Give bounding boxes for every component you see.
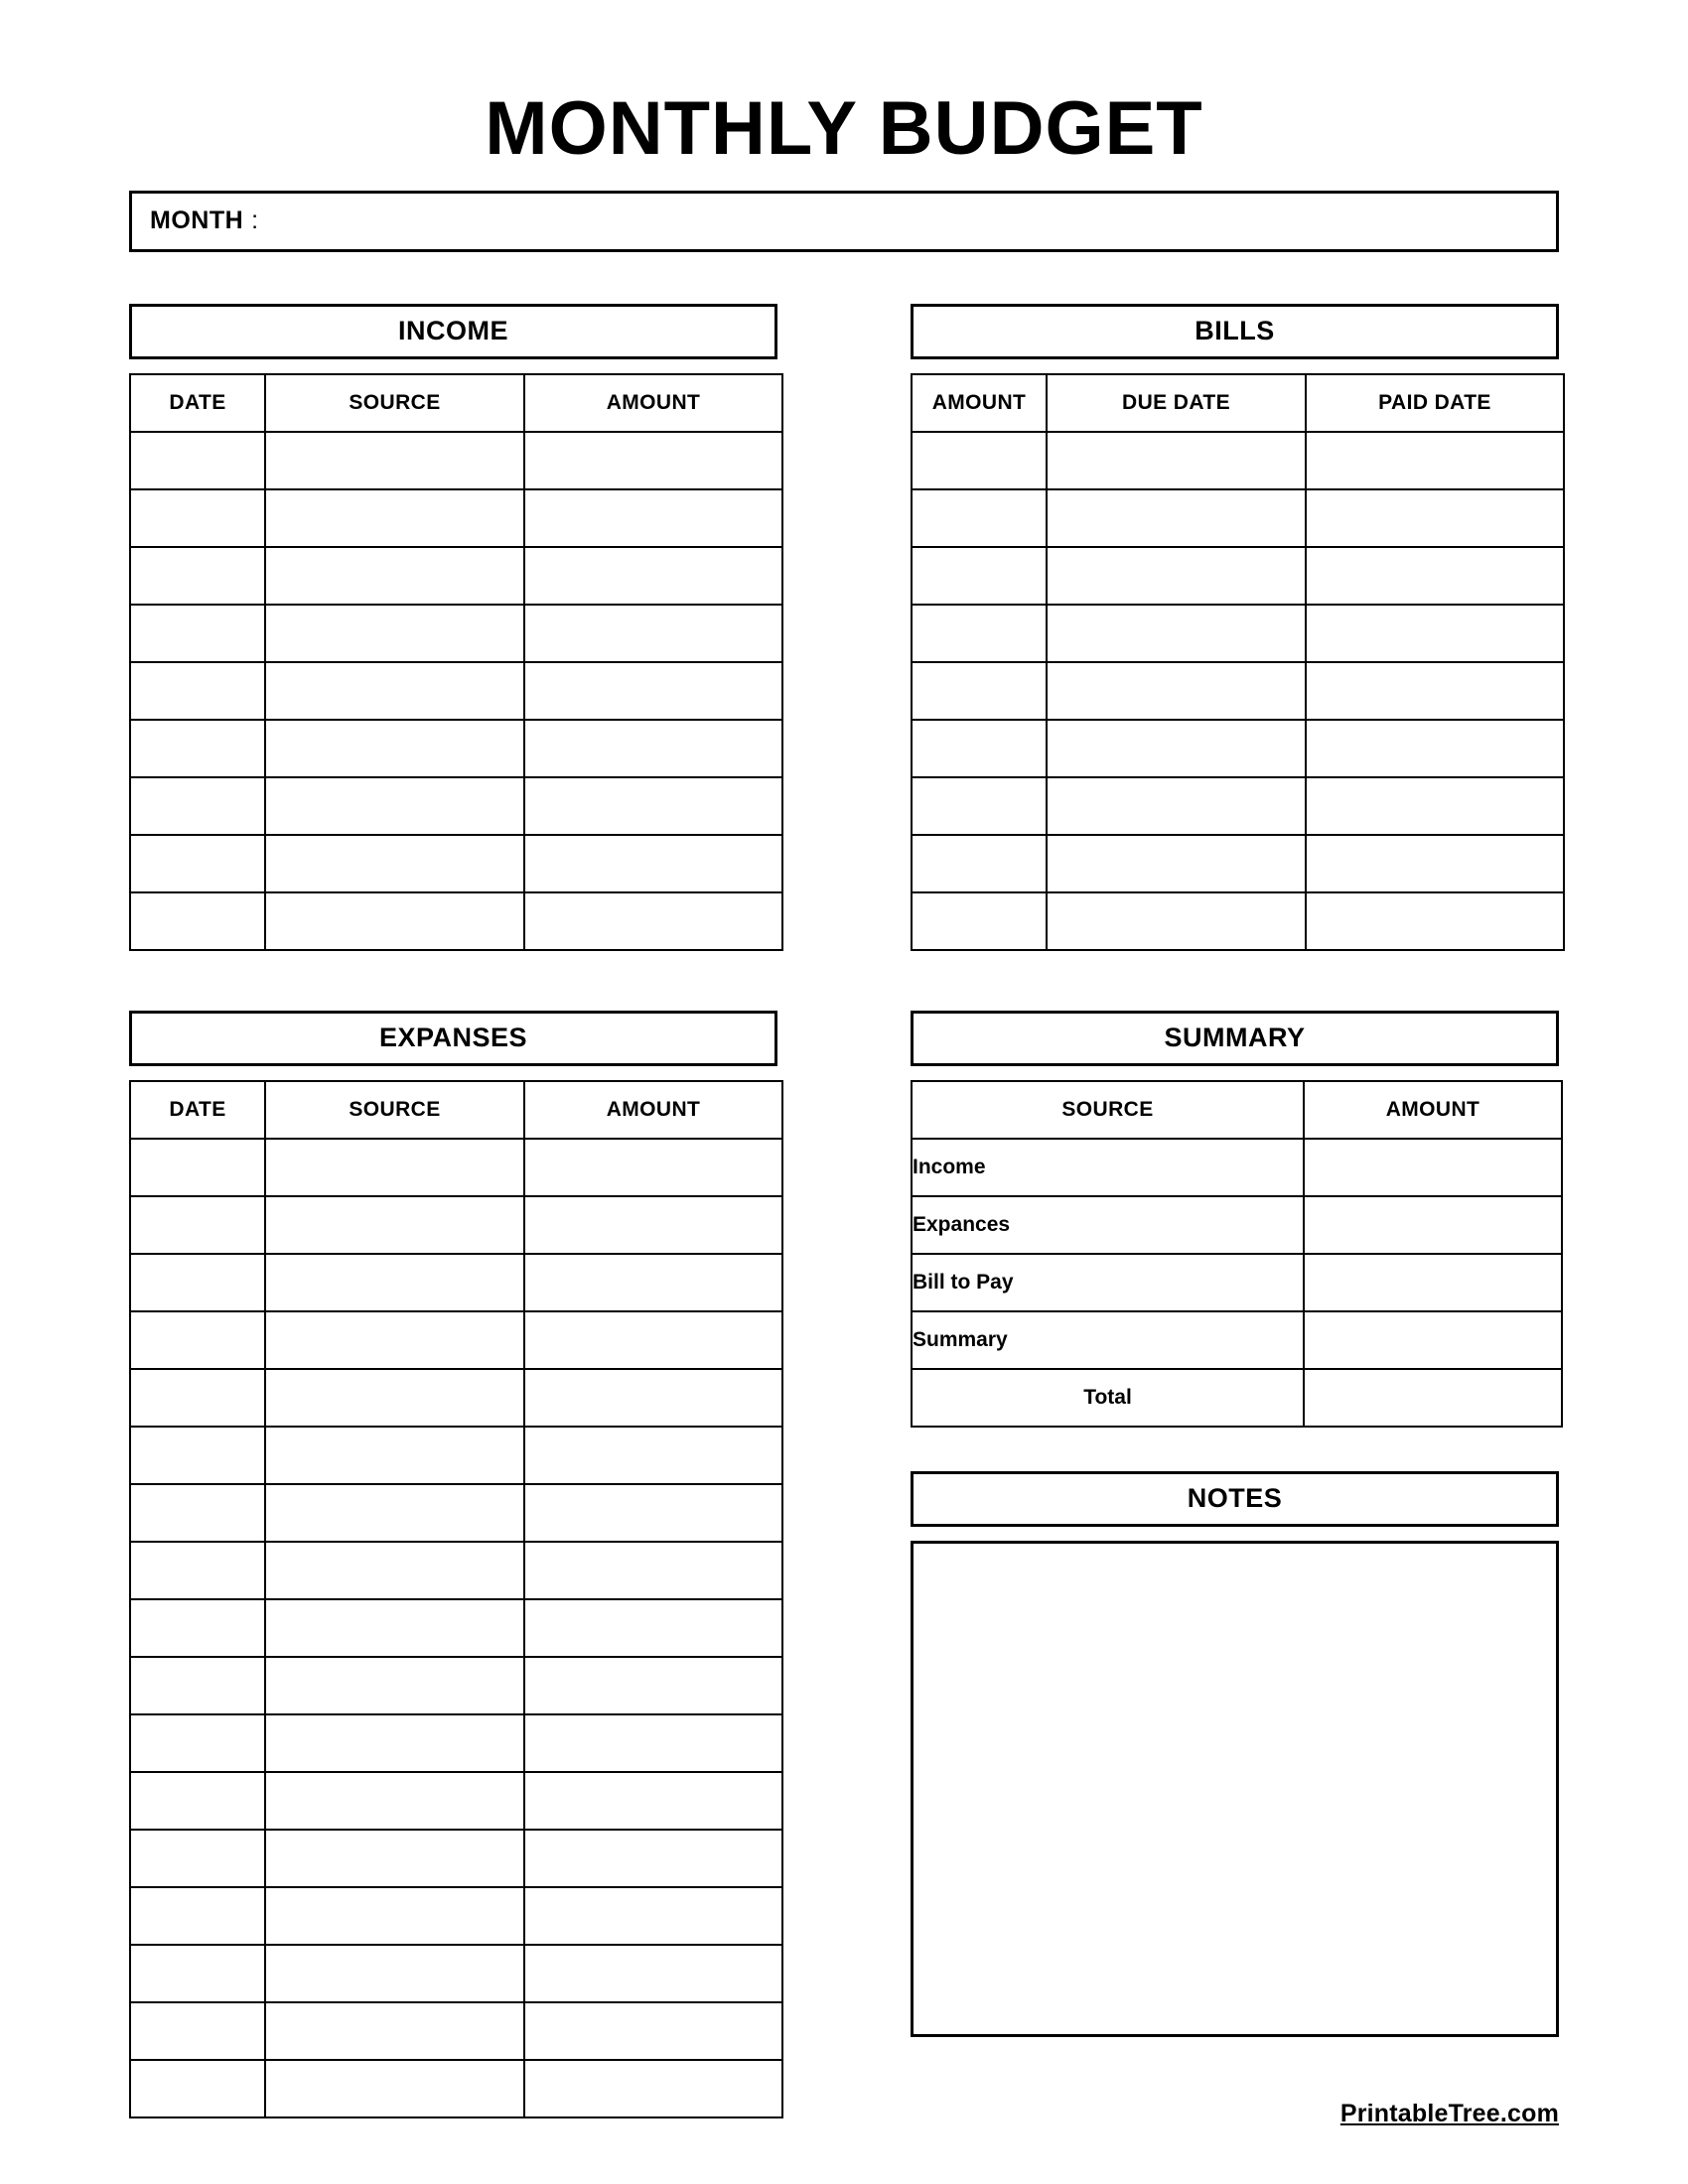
income-cell-source[interactable] bbox=[265, 720, 524, 777]
summary-amount-income[interactable] bbox=[1304, 1139, 1562, 1196]
expanses-cell-amount[interactable] bbox=[524, 1887, 782, 1945]
table-row[interactable] bbox=[130, 1599, 782, 1657]
bills-heading: BILLS bbox=[1195, 316, 1275, 346]
expanses-cell-amount[interactable] bbox=[524, 1196, 782, 1254]
income-cell-amount[interactable] bbox=[524, 547, 782, 605]
table-row[interactable] bbox=[130, 1772, 782, 1830]
summary-heading: SUMMARY bbox=[1164, 1023, 1306, 1053]
table-row[interactable] bbox=[130, 1887, 782, 1945]
income-col-source: SOURCE bbox=[265, 374, 524, 432]
table-row[interactable] bbox=[912, 720, 1564, 777]
bills-cell-paid-date[interactable] bbox=[1306, 892, 1564, 950]
summary-amount-total[interactable] bbox=[1304, 1369, 1562, 1427]
income-cell-source[interactable] bbox=[265, 892, 524, 950]
bills-cell-paid-date[interactable] bbox=[1306, 605, 1564, 662]
expanses-cell-date[interactable] bbox=[130, 1254, 265, 1311]
expanses-cell-amount[interactable] bbox=[524, 1714, 782, 1772]
bills-cell-paid-date[interactable] bbox=[1306, 662, 1564, 720]
expanses-cell-source[interactable] bbox=[265, 2060, 524, 2117]
expanses-cell-source[interactable] bbox=[265, 1772, 524, 1830]
expanses-cell-amount[interactable] bbox=[524, 1139, 782, 1196]
summary-label-expances: Expances bbox=[912, 1196, 1304, 1254]
income-cell-amount[interactable] bbox=[524, 489, 782, 547]
right-column bbox=[911, 304, 1559, 2037]
income-cell-amount[interactable] bbox=[524, 432, 782, 489]
bills-cell-amount[interactable] bbox=[912, 547, 1047, 605]
table-row[interactable] bbox=[130, 489, 782, 547]
income-cell-amount[interactable] bbox=[524, 892, 782, 950]
bills-col-due-date: DUE DATE bbox=[1047, 374, 1306, 432]
bills-cell-due-date[interactable] bbox=[1047, 662, 1306, 720]
summary-label-income: Income bbox=[912, 1139, 1304, 1196]
expanses-cell-date[interactable] bbox=[130, 1196, 265, 1254]
expanses-cell-date[interactable] bbox=[130, 1887, 265, 1945]
bills-cell-paid-date[interactable] bbox=[1306, 777, 1564, 835]
expanses-cell-date[interactable] bbox=[130, 1945, 265, 2002]
expanses-cell-source[interactable] bbox=[265, 1427, 524, 1484]
expanses-cell-date[interactable] bbox=[130, 2002, 265, 2060]
table-row[interactable] bbox=[912, 1311, 1562, 1369]
table-row[interactable] bbox=[130, 1484, 782, 1542]
income-cell-date[interactable] bbox=[130, 605, 265, 662]
income-cell-date[interactable] bbox=[130, 892, 265, 950]
bills-cell-due-date[interactable] bbox=[1047, 777, 1306, 835]
bills-section-header bbox=[911, 304, 1559, 359]
expanses-cell-date[interactable] bbox=[130, 1311, 265, 1369]
expanses-cell-source[interactable] bbox=[265, 1196, 524, 1254]
expanses-cell-source[interactable] bbox=[265, 1254, 524, 1311]
income-cell-amount[interactable] bbox=[524, 777, 782, 835]
summary-col-source: SOURCE bbox=[912, 1081, 1304, 1139]
expanses-cell-amount[interactable] bbox=[524, 1599, 782, 1657]
income-table bbox=[129, 373, 783, 951]
income-cell-date[interactable] bbox=[130, 662, 265, 720]
income-cell-amount[interactable] bbox=[524, 720, 782, 777]
bills-col-amount: AMOUNT bbox=[912, 374, 1047, 432]
table-row[interactable] bbox=[912, 605, 1564, 662]
bills-cell-amount[interactable] bbox=[912, 835, 1047, 892]
income-cell-date[interactable] bbox=[130, 432, 265, 489]
summary-section-header bbox=[911, 1011, 1559, 1066]
bills-cell-due-date[interactable] bbox=[1047, 835, 1306, 892]
income-cell-amount[interactable] bbox=[524, 662, 782, 720]
income-cell-source[interactable] bbox=[265, 662, 524, 720]
income-cell-amount[interactable] bbox=[524, 605, 782, 662]
expanses-cell-amount[interactable] bbox=[524, 1427, 782, 1484]
table-row[interactable] bbox=[912, 1139, 1562, 1196]
expanses-cell-source[interactable] bbox=[265, 1887, 524, 1945]
expanses-cell-date[interactable] bbox=[130, 1714, 265, 1772]
expanses-cell-amount[interactable] bbox=[524, 1830, 782, 1887]
expanses-cell-amount[interactable] bbox=[524, 2002, 782, 2060]
bills-cell-due-date[interactable] bbox=[1047, 720, 1306, 777]
spacer bbox=[911, 1428, 1559, 1471]
expanses-table bbox=[129, 1080, 783, 2118]
bills-cell-due-date[interactable] bbox=[1047, 547, 1306, 605]
table-row[interactable] bbox=[130, 1830, 782, 1887]
bills-cell-amount[interactable] bbox=[912, 777, 1047, 835]
table-row[interactable] bbox=[912, 777, 1564, 835]
bills-col-paid-date: PAID DATE bbox=[1306, 374, 1564, 432]
table-row[interactable] bbox=[130, 2002, 782, 2060]
income-col-date: DATE bbox=[130, 374, 265, 432]
expanses-cell-source[interactable] bbox=[265, 1830, 524, 1887]
table-row[interactable] bbox=[912, 1196, 1562, 1254]
page-title: MONTHLY BUDGET bbox=[485, 86, 1203, 171]
expanses-cell-date[interactable] bbox=[130, 1369, 265, 1427]
summary-label-total: Total bbox=[912, 1369, 1304, 1427]
month-colon: : bbox=[251, 206, 259, 235]
spacer bbox=[911, 951, 1559, 1011]
expanses-cell-amount[interactable] bbox=[524, 1254, 782, 1311]
expanses-col-source: SOURCE bbox=[265, 1081, 524, 1139]
expanses-cell-amount[interactable] bbox=[524, 2060, 782, 2117]
income-cell-date[interactable] bbox=[130, 777, 265, 835]
bills-cell-paid-date[interactable] bbox=[1306, 489, 1564, 547]
notes-section-header bbox=[911, 1471, 1559, 1527]
income-cell-date[interactable] bbox=[130, 835, 265, 892]
bills-cell-amount[interactable] bbox=[912, 662, 1047, 720]
table-row[interactable] bbox=[130, 835, 782, 892]
bills-cell-due-date[interactable] bbox=[1047, 892, 1306, 950]
table-row[interactable] bbox=[130, 1139, 782, 1196]
sections-row-top bbox=[129, 304, 1559, 2118]
table-row-total[interactable] bbox=[912, 1369, 1562, 1427]
table-row[interactable] bbox=[130, 1427, 782, 1484]
summary-label-summary: Summary bbox=[912, 1311, 1304, 1369]
table-row[interactable] bbox=[130, 1311, 782, 1369]
table-row[interactable] bbox=[130, 777, 782, 835]
income-cell-date[interactable] bbox=[130, 547, 265, 605]
bills-cell-due-date[interactable] bbox=[1047, 432, 1306, 489]
month-field[interactable] bbox=[129, 191, 1559, 252]
expanses-cell-source[interactable] bbox=[265, 1657, 524, 1714]
expanses-cell-source[interactable] bbox=[265, 1484, 524, 1542]
bills-cell-amount[interactable] bbox=[912, 720, 1047, 777]
expanses-cell-amount[interactable] bbox=[524, 1772, 782, 1830]
income-section-header bbox=[129, 304, 777, 359]
expanses-col-date: DATE bbox=[130, 1081, 265, 1139]
expanses-heading: EXPANSES bbox=[378, 1023, 528, 1053]
expanses-cell-source[interactable] bbox=[265, 1311, 524, 1369]
summary-amount-expances[interactable] bbox=[1304, 1196, 1562, 1254]
table-row[interactable] bbox=[130, 662, 782, 720]
bills-cell-paid-date[interactable] bbox=[1306, 432, 1564, 489]
notes-area[interactable] bbox=[911, 1541, 1559, 2037]
table-row[interactable] bbox=[130, 1542, 782, 1599]
expanses-cell-date[interactable] bbox=[130, 2060, 265, 2117]
bills-cell-due-date[interactable] bbox=[1047, 489, 1306, 547]
summary-header-row bbox=[912, 1081, 1562, 1139]
bills-cell-paid-date[interactable] bbox=[1306, 720, 1564, 777]
expanses-cell-source[interactable] bbox=[265, 1369, 524, 1427]
table-row[interactable] bbox=[130, 547, 782, 605]
table-row[interactable] bbox=[912, 547, 1564, 605]
expanses-cell-date[interactable] bbox=[130, 1484, 265, 1542]
expanses-cell-date[interactable] bbox=[130, 1599, 265, 1657]
bills-cell-paid-date[interactable] bbox=[1306, 547, 1564, 605]
table-row[interactable] bbox=[130, 1945, 782, 2002]
income-cell-source[interactable] bbox=[265, 489, 524, 547]
income-header-row bbox=[130, 374, 782, 432]
footer-site-link[interactable]: PrintableTree.com bbox=[1339, 2100, 1559, 2127]
table-row[interactable] bbox=[130, 1196, 782, 1254]
expanses-header-row bbox=[130, 1081, 782, 1139]
income-cell-source[interactable] bbox=[265, 835, 524, 892]
expanses-cell-date[interactable] bbox=[130, 1830, 265, 1887]
income-cell-date[interactable] bbox=[130, 720, 265, 777]
income-cell-source[interactable] bbox=[265, 605, 524, 662]
expanses-cell-source[interactable] bbox=[265, 1714, 524, 1772]
expanses-cell-date[interactable] bbox=[130, 1542, 265, 1599]
table-row[interactable] bbox=[130, 720, 782, 777]
bills-cell-amount[interactable] bbox=[912, 605, 1047, 662]
table-row[interactable] bbox=[912, 892, 1564, 950]
bills-cell-amount[interactable] bbox=[912, 489, 1047, 547]
expanses-cell-date[interactable] bbox=[130, 1139, 265, 1196]
bills-table bbox=[911, 373, 1565, 951]
income-col-amount: AMOUNT bbox=[524, 374, 782, 432]
notes-heading: NOTES bbox=[1187, 1483, 1283, 1514]
expanses-cell-source[interactable] bbox=[265, 1139, 524, 1196]
bills-cell-amount[interactable] bbox=[912, 892, 1047, 950]
bills-header-row bbox=[912, 374, 1564, 432]
table-row[interactable] bbox=[130, 1254, 782, 1311]
summary-table bbox=[911, 1080, 1563, 1428]
expanses-cell-date[interactable] bbox=[130, 1657, 265, 1714]
expanses-cell-amount[interactable] bbox=[524, 1945, 782, 2002]
expanses-section-header bbox=[129, 1011, 777, 1066]
expanses-cell-date[interactable] bbox=[130, 1772, 265, 1830]
table-row[interactable] bbox=[912, 662, 1564, 720]
expanses-cell-source[interactable] bbox=[265, 1542, 524, 1599]
expanses-cell-source[interactable] bbox=[265, 2002, 524, 2060]
table-row[interactable] bbox=[912, 1254, 1562, 1311]
table-row[interactable] bbox=[130, 2060, 782, 2117]
expanses-cell-amount[interactable] bbox=[524, 1484, 782, 1542]
spacer bbox=[129, 951, 777, 1011]
expanses-cell-amount[interactable] bbox=[524, 1657, 782, 1714]
table-row[interactable] bbox=[130, 432, 782, 489]
expanses-cell-source[interactable] bbox=[265, 1599, 524, 1657]
expanses-col-amount: AMOUNT bbox=[524, 1081, 782, 1139]
income-cell-source[interactable] bbox=[265, 547, 524, 605]
left-column bbox=[129, 304, 777, 2118]
income-heading: INCOME bbox=[398, 316, 508, 346]
income-cell-amount[interactable] bbox=[524, 835, 782, 892]
expanses-cell-amount[interactable] bbox=[524, 1542, 782, 1599]
summary-col-amount: AMOUNT bbox=[1304, 1081, 1562, 1139]
summary-amount-bill-to-pay[interactable] bbox=[1304, 1254, 1562, 1311]
income-cell-source[interactable] bbox=[265, 777, 524, 835]
table-row[interactable] bbox=[912, 432, 1564, 489]
summary-amount-summary[interactable] bbox=[1304, 1311, 1562, 1369]
summary-label-bill-to-pay: Bill to Pay bbox=[912, 1254, 1304, 1311]
expanses-cell-date[interactable] bbox=[130, 1427, 265, 1484]
table-row[interactable] bbox=[912, 489, 1564, 547]
table-row[interactable] bbox=[130, 1369, 782, 1427]
table-row[interactable] bbox=[130, 892, 782, 950]
bills-cell-due-date[interactable] bbox=[1047, 605, 1306, 662]
income-cell-source[interactable] bbox=[265, 432, 524, 489]
expanses-cell-source[interactable] bbox=[265, 1945, 524, 2002]
table-row[interactable] bbox=[130, 605, 782, 662]
table-row[interactable] bbox=[130, 1657, 782, 1714]
table-row[interactable] bbox=[912, 835, 1564, 892]
bills-cell-paid-date[interactable] bbox=[1306, 835, 1564, 892]
table-row[interactable] bbox=[130, 1714, 782, 1772]
expanses-cell-amount[interactable] bbox=[524, 1311, 782, 1369]
bills-cell-amount[interactable] bbox=[912, 432, 1047, 489]
month-label: MONTH bbox=[150, 206, 244, 235]
expanses-cell-amount[interactable] bbox=[524, 1369, 782, 1427]
income-cell-date[interactable] bbox=[130, 489, 265, 547]
